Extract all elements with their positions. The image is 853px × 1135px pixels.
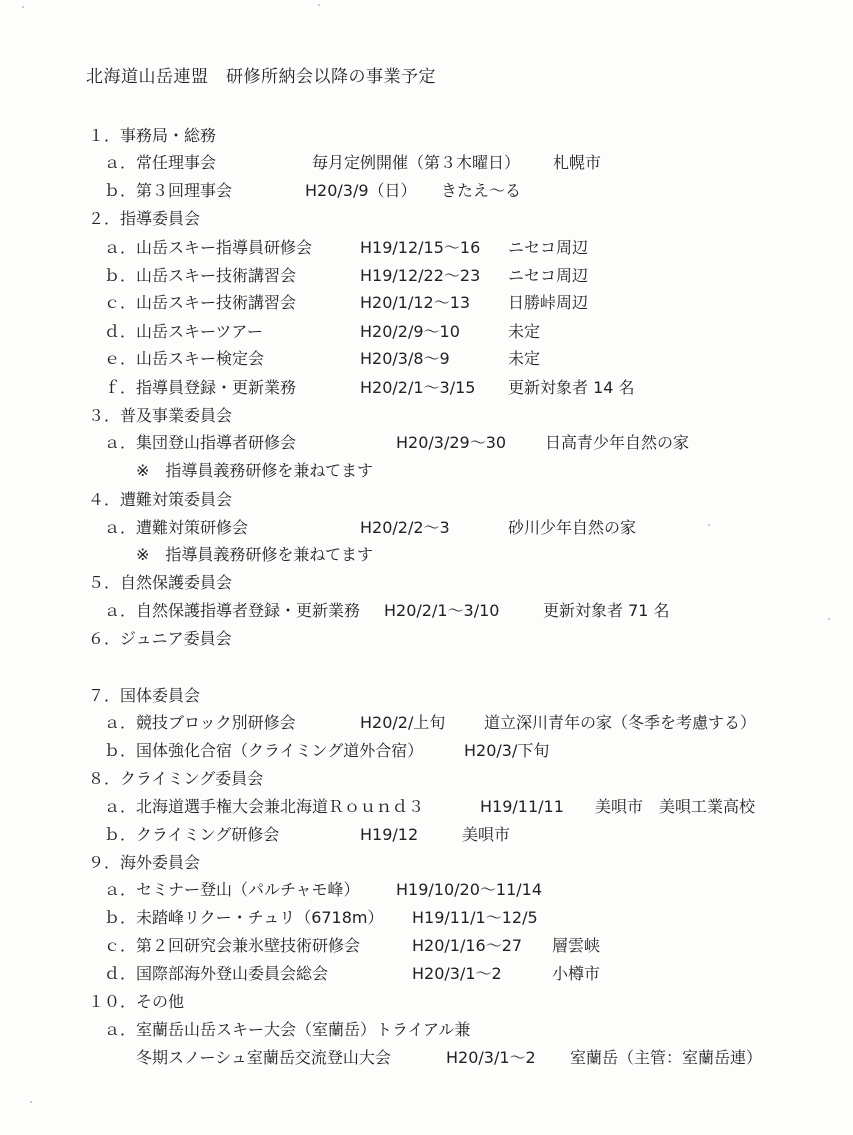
section-heading: ５．自然保護委員会 bbox=[88, 573, 233, 592]
item-label: ａ．遭難対策研修会 bbox=[104, 518, 249, 537]
item-date: H19/12/15～16 bbox=[360, 238, 481, 257]
item-label: ａ．常任理事会 bbox=[104, 153, 217, 172]
section-heading: ６．ジュニア委員会 bbox=[88, 629, 232, 648]
item-label: ｂ．未踏峰リクー・チュリ（6718m） bbox=[104, 908, 384, 927]
item-date: H19/12/22～23 bbox=[360, 266, 481, 285]
item-date: 毎月定例開催（第３木曜日） bbox=[312, 153, 521, 172]
item-date: H20/1/12～13 bbox=[360, 293, 471, 312]
item-place: 更新対象者 71 名 bbox=[543, 601, 670, 620]
item-date: H20/2/1～3/10 bbox=[384, 601, 500, 620]
item-place: ニセコ周辺 bbox=[508, 238, 589, 257]
item-place: 室蘭岳（主管：室蘭岳連） bbox=[570, 1048, 763, 1067]
item-label: ｂ．第３回理事会 bbox=[104, 181, 233, 200]
item-date: H20/2/9～10 bbox=[360, 322, 460, 341]
item-place: 美唄市 美唄工業高校 bbox=[595, 797, 756, 816]
item-place: 日高青少年自然の家 bbox=[545, 433, 690, 452]
item-date: H20/3/1～2 bbox=[412, 964, 502, 983]
section-heading: ９．海外委員会 bbox=[88, 853, 201, 872]
item-date: H20/3/下旬 bbox=[464, 741, 550, 760]
item-label: ｃ．山岳スキー技術講習会 bbox=[104, 293, 297, 312]
section-heading: １０．その他 bbox=[88, 992, 185, 1011]
item-label: ｄ．国際部海外登山委員会総会 bbox=[104, 964, 329, 983]
item-label: ｄ．山岳スキーツアー bbox=[104, 322, 263, 341]
item-date: H19/11/11 bbox=[480, 797, 564, 816]
section-heading: ８．クライミング委員会 bbox=[88, 769, 264, 788]
item-label: ａ．自然保護指導者登録・更新業務 bbox=[104, 601, 361, 620]
section-heading: ４．遭難対策委員会 bbox=[88, 490, 233, 509]
item-date: H20/3/9（日） bbox=[305, 181, 417, 200]
item-label-continued: 冬期スノーシュ室蘭岳交流登山大会 bbox=[136, 1048, 391, 1067]
item-label: ａ．競技ブロック別研修会 bbox=[104, 713, 296, 732]
item-place: 札幌市 bbox=[553, 153, 602, 172]
item-place: 日勝峠周辺 bbox=[508, 293, 589, 312]
item-date: H20/3/8～9 bbox=[360, 349, 450, 368]
item-label: ｂ．山岳スキー技術講習会 bbox=[104, 266, 297, 285]
scan-speck bbox=[708, 524, 710, 526]
item-label: ｂ．国体強化合宿（クライミング道外合宿） bbox=[104, 741, 424, 760]
item-date: H19/11/1～12/5 bbox=[412, 908, 538, 927]
item-date: H19/12 bbox=[360, 825, 419, 844]
section-heading: ２．指導委員会 bbox=[88, 209, 201, 228]
section-heading: １．事務局・総務 bbox=[88, 126, 217, 145]
scan-speck bbox=[22, 6, 24, 8]
section-heading: ３．普及事業委員会 bbox=[88, 406, 233, 425]
item-label: ｃ．第２回研究会兼氷壁技術研修会 bbox=[104, 936, 361, 955]
item-date: H20/3/1～2 bbox=[446, 1048, 536, 1067]
item-place: 未定 bbox=[508, 349, 541, 368]
item-place: きたえ～る bbox=[441, 181, 522, 200]
scan-speck bbox=[30, 1101, 32, 1103]
item-label: ａ．山岳スキー指導員研修会 bbox=[104, 238, 313, 257]
item-place: 小樽市 bbox=[552, 964, 601, 983]
section-heading: ７．国体委員会 bbox=[88, 686, 201, 705]
item-label: ａ．集団登山指導者研修会 bbox=[104, 433, 297, 452]
item-date: H20/2/1～3/15 bbox=[360, 378, 476, 397]
item-place: 更新対象者 14 名 bbox=[508, 378, 635, 397]
scan-speck bbox=[318, 4, 320, 6]
scan-speck bbox=[828, 618, 830, 620]
item-place: ニセコ周辺 bbox=[508, 266, 589, 285]
item-label: ｆ．指導員登録・更新業務 bbox=[104, 378, 297, 397]
item-date: H20/2/上旬 bbox=[360, 713, 446, 732]
item-place: 砂川少年自然の家 bbox=[508, 518, 637, 537]
item-label: ｂ．クライミング研修会 bbox=[104, 825, 280, 844]
item-label: ａ．セミナー登山（パルチャモ峰） bbox=[104, 880, 360, 899]
item-label: ｅ．山岳スキー検定会 bbox=[104, 349, 265, 368]
item-place: 美唄市 bbox=[462, 825, 511, 844]
document-title: 北海道山岳連盟 研修所納会以降の事業予定 bbox=[86, 67, 436, 87]
item-label: ａ．北海道選手権大会兼北海道Ｒｏｕｎｄ３ bbox=[104, 797, 425, 816]
item-note: ※ 指導員義務研修を兼ねてます bbox=[136, 545, 374, 564]
item-date: H20/3/29～30 bbox=[396, 433, 507, 452]
item-date: H19/10/20～11/14 bbox=[396, 880, 543, 899]
item-place: 未定 bbox=[508, 322, 541, 341]
item-label: ａ．室蘭岳山岳スキー大会（室蘭岳）トライアル兼 bbox=[104, 1020, 471, 1039]
item-date: H20/2/2～3 bbox=[360, 518, 450, 537]
item-date: H20/1/16～27 bbox=[412, 936, 523, 955]
item-place: 層雲峡 bbox=[552, 936, 601, 955]
item-place: 道立深川青年の家（冬季を考慮する） bbox=[484, 713, 757, 732]
item-note: ※ 指導員義務研修を兼ねてます bbox=[136, 461, 374, 480]
